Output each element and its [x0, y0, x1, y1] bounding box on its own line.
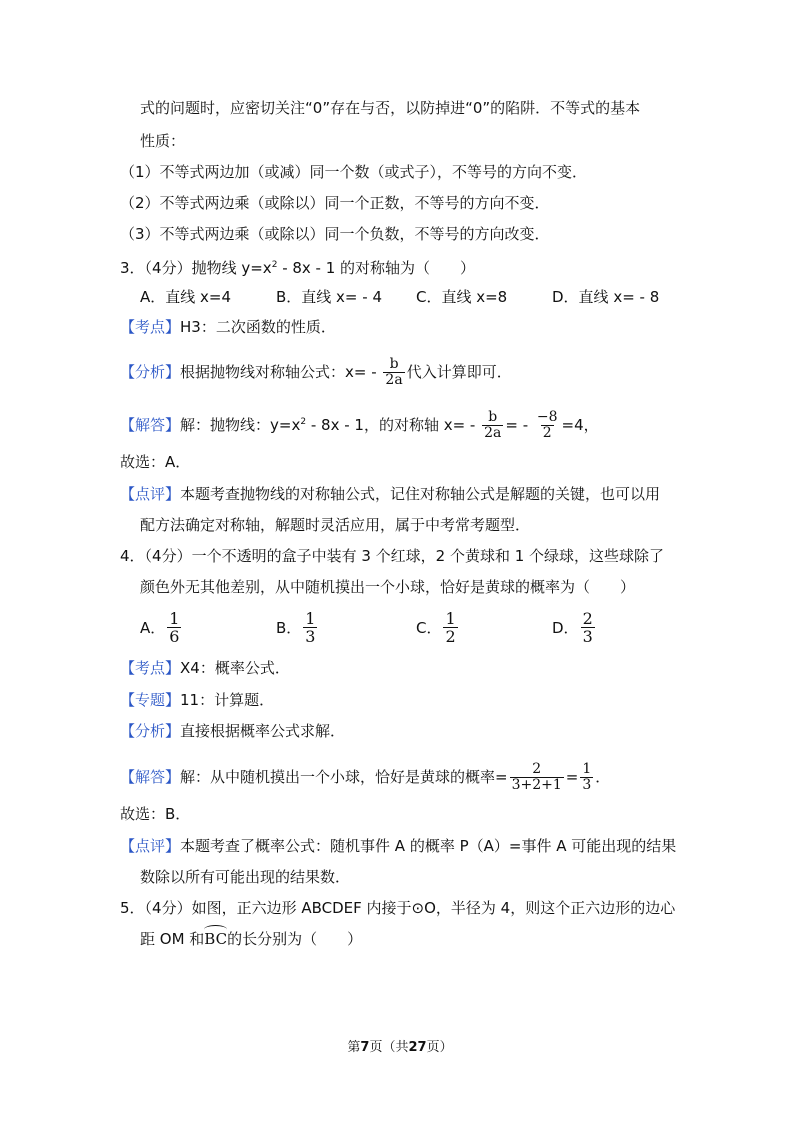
footer-page-number: 7 — [360, 1040, 370, 1055]
q3-stem-pre: 3．（4分）抛物线 y=x — [120, 259, 272, 277]
q4-option-b-label: B． — [276, 619, 302, 637]
intro-line-1: 式的问题时，应密切关注“0”存在与否，以防掉进“0”的陷阱．不等式的基本 — [140, 99, 641, 117]
q4-option-c — [416, 610, 460, 645]
q4-fenxi-tag: 【分析】 — [120, 722, 181, 740]
q4-option-b-num: 1 — [305, 609, 316, 628]
q3-fenxi-fraction — [383, 357, 404, 388]
q3-dianping-text-1: 本题考查抛物线的对称轴公式，记住对称轴公式是解题的关键，也可以用 — [180, 485, 661, 503]
q4-kaodian-text: X4：概率公式． — [180, 659, 290, 677]
q4-option-b-fraction — [303, 610, 317, 645]
q4-kaodian-tag: 【考点】 — [120, 659, 181, 677]
rule-1: （1）不等式两边加（或减）同一个数（或式子），不等号的方向不变． — [120, 163, 588, 181]
footer-total-pages: 27 — [408, 1040, 427, 1055]
q3-stem — [120, 255, 475, 278]
footer-pre: 第 — [347, 1040, 361, 1055]
q3-dianping-tag: 【点评】 — [120, 485, 181, 503]
q4-dianping-text-1: 本题考查了概率公式：随机事件 A 的概率 P（A）=事件 A 可能出现的结果 — [180, 837, 677, 855]
q4-option-a — [140, 610, 183, 645]
q3-kaodian-text: H3：二次函数的性质． — [180, 318, 336, 336]
q3-jieda-num-2: −8 — [536, 409, 558, 425]
q4-jieda-den-1: 3+2+1 — [511, 777, 562, 793]
q3-fenxi-tag: 【分析】 — [120, 363, 181, 381]
q3-stem-sup: 2 — [271, 260, 278, 270]
q4-option-d-num: 2 — [582, 609, 593, 628]
q4-option-a-fraction — [167, 610, 181, 645]
q4-dianping-2: 数除以所有可能出现的结果数． — [140, 868, 351, 886]
q3-jieda-den-1: 2a — [484, 425, 502, 441]
q4-dianping-tag: 【点评】 — [120, 837, 181, 855]
q4-stem-2: 颜色外无其他差别，从中随机摸出一个小球，恰好是黄球的概率为（ ） — [140, 578, 636, 596]
q3-jieda-num-1: b — [488, 409, 498, 425]
q3-jieda-eq: = - — [505, 416, 533, 434]
q3-jieda-sup: 2 — [300, 417, 307, 427]
q4-jieda-num-1: 2 — [532, 761, 542, 777]
q3-jieda-fraction-1 — [482, 410, 503, 441]
q5-stem-2 — [140, 929, 362, 949]
q3-fenxi-num: b — [389, 356, 399, 372]
q4-jieda-pre: 解：从中随机摸出一个小球，恰好是黄球的概率= — [180, 768, 508, 786]
q4-fenxi-text: 直接根据概率公式求解． — [180, 722, 346, 740]
q3-jieda-tag: 【解答】 — [120, 416, 181, 434]
footer-post: 页） — [426, 1040, 453, 1055]
q3-option-c: C．直线 x=8 — [416, 288, 508, 306]
q4-option-c-num: 1 — [445, 609, 456, 628]
q3-jieda-pre: 解：抛物线：y=x — [180, 416, 301, 434]
q3-option-a: A．直线 x=4 — [140, 288, 232, 306]
q4-option-c-fraction — [443, 610, 457, 645]
q3-fenxi-den: 2a — [385, 372, 403, 388]
q4-jieda-tag: 【解答】 — [120, 768, 181, 786]
q3-option-b: B．直线 x= - 4 — [276, 288, 382, 306]
q4-stem-1: 4．（4分）一个不透明的盒子中装有 3 个红球，2 个黄球和 1 个绿球，这些球除了 — [120, 547, 665, 565]
intro-line-2: 性质： — [140, 132, 186, 150]
q3-stem-post: - 8x - 1 的对称轴为（ ） — [277, 259, 476, 277]
q4-option-d-fraction — [581, 610, 595, 645]
q4-option-c-den: 2 — [445, 627, 456, 646]
q4-zhuanti — [120, 690, 274, 710]
q4-zhuanti-tag: 【专题】 — [120, 691, 181, 709]
q4-guxuan: 故选：B． — [120, 805, 191, 823]
q4-jieda-num-2: 1 — [582, 761, 592, 777]
q4-zhuanti-text: 11：计算题． — [180, 691, 275, 709]
q5-stem-2-post: 的长分别为（ ） — [227, 930, 363, 948]
q4-jieda-post: ． — [595, 768, 611, 786]
q4-option-d-label: D． — [552, 619, 579, 637]
footer-mid: 页（共 — [369, 1040, 409, 1055]
page-footer — [0, 1036, 800, 1055]
q5-stem-1: 5．（4分）如图，正六边形 ABCDEF 内接于⊙O，半径为 4，则这个正六边形的边心 — [120, 899, 676, 917]
q4-option-b-den: 3 — [305, 627, 316, 646]
q3-option-d: D．直线 x= - 8 — [552, 288, 660, 306]
rule-3: （3）不等式两边乘（或除以）同一个负数，不等号的方向改变． — [120, 225, 550, 243]
q3-jieda-mid: - 8x - 1，的对称轴 x= - — [306, 416, 481, 434]
q3-jieda-post: =4， — [561, 416, 599, 434]
q4-fenxi — [120, 721, 345, 741]
q4-option-a-den: 6 — [169, 627, 180, 646]
q3-fenxi-post: 代入计算即可． — [406, 363, 512, 381]
q4-option-a-num: 1 — [169, 609, 180, 628]
q4-jieda-den-2: 3 — [582, 777, 592, 793]
arc-bc: BC — [204, 930, 228, 948]
q3-dianping-2: 配方法确定对称轴，解题时灵活应用，属于中考常考题型． — [140, 516, 531, 534]
q3-jieda — [120, 410, 599, 441]
q4-jieda-eq: = — [565, 768, 579, 786]
q3-fenxi-pre: 根据抛物线对称轴公式：x= - — [180, 363, 382, 381]
q3-kaodian-tag: 【考点】 — [120, 318, 181, 336]
q5-stem-2-pre: 距 OM 和 — [140, 930, 205, 948]
q4-jieda-fraction-2 — [580, 762, 593, 793]
q4-option-a-label: A． — [140, 619, 166, 637]
rule-2: （2）不等式两边乘（或除以）同一个正数，不等号的方向不变． — [120, 194, 550, 212]
q4-option-d-den: 3 — [582, 627, 593, 646]
q4-kaodian — [120, 658, 290, 678]
q3-dianping-1 — [120, 484, 660, 504]
q4-jieda — [120, 762, 610, 793]
q3-guxuan: 故选：A． — [120, 453, 191, 471]
q4-option-c-label: C． — [416, 619, 442, 637]
q3-jieda-den-2: 2 — [542, 425, 552, 441]
q4-jieda-fraction-1 — [510, 762, 564, 793]
q3-jieda-fraction-2 — [535, 410, 560, 441]
q4-option-d — [552, 610, 597, 645]
q4-dianping-1 — [120, 836, 676, 856]
q3-fenxi — [120, 357, 512, 388]
q3-kaodian — [120, 317, 336, 337]
q4-option-b — [276, 610, 319, 645]
